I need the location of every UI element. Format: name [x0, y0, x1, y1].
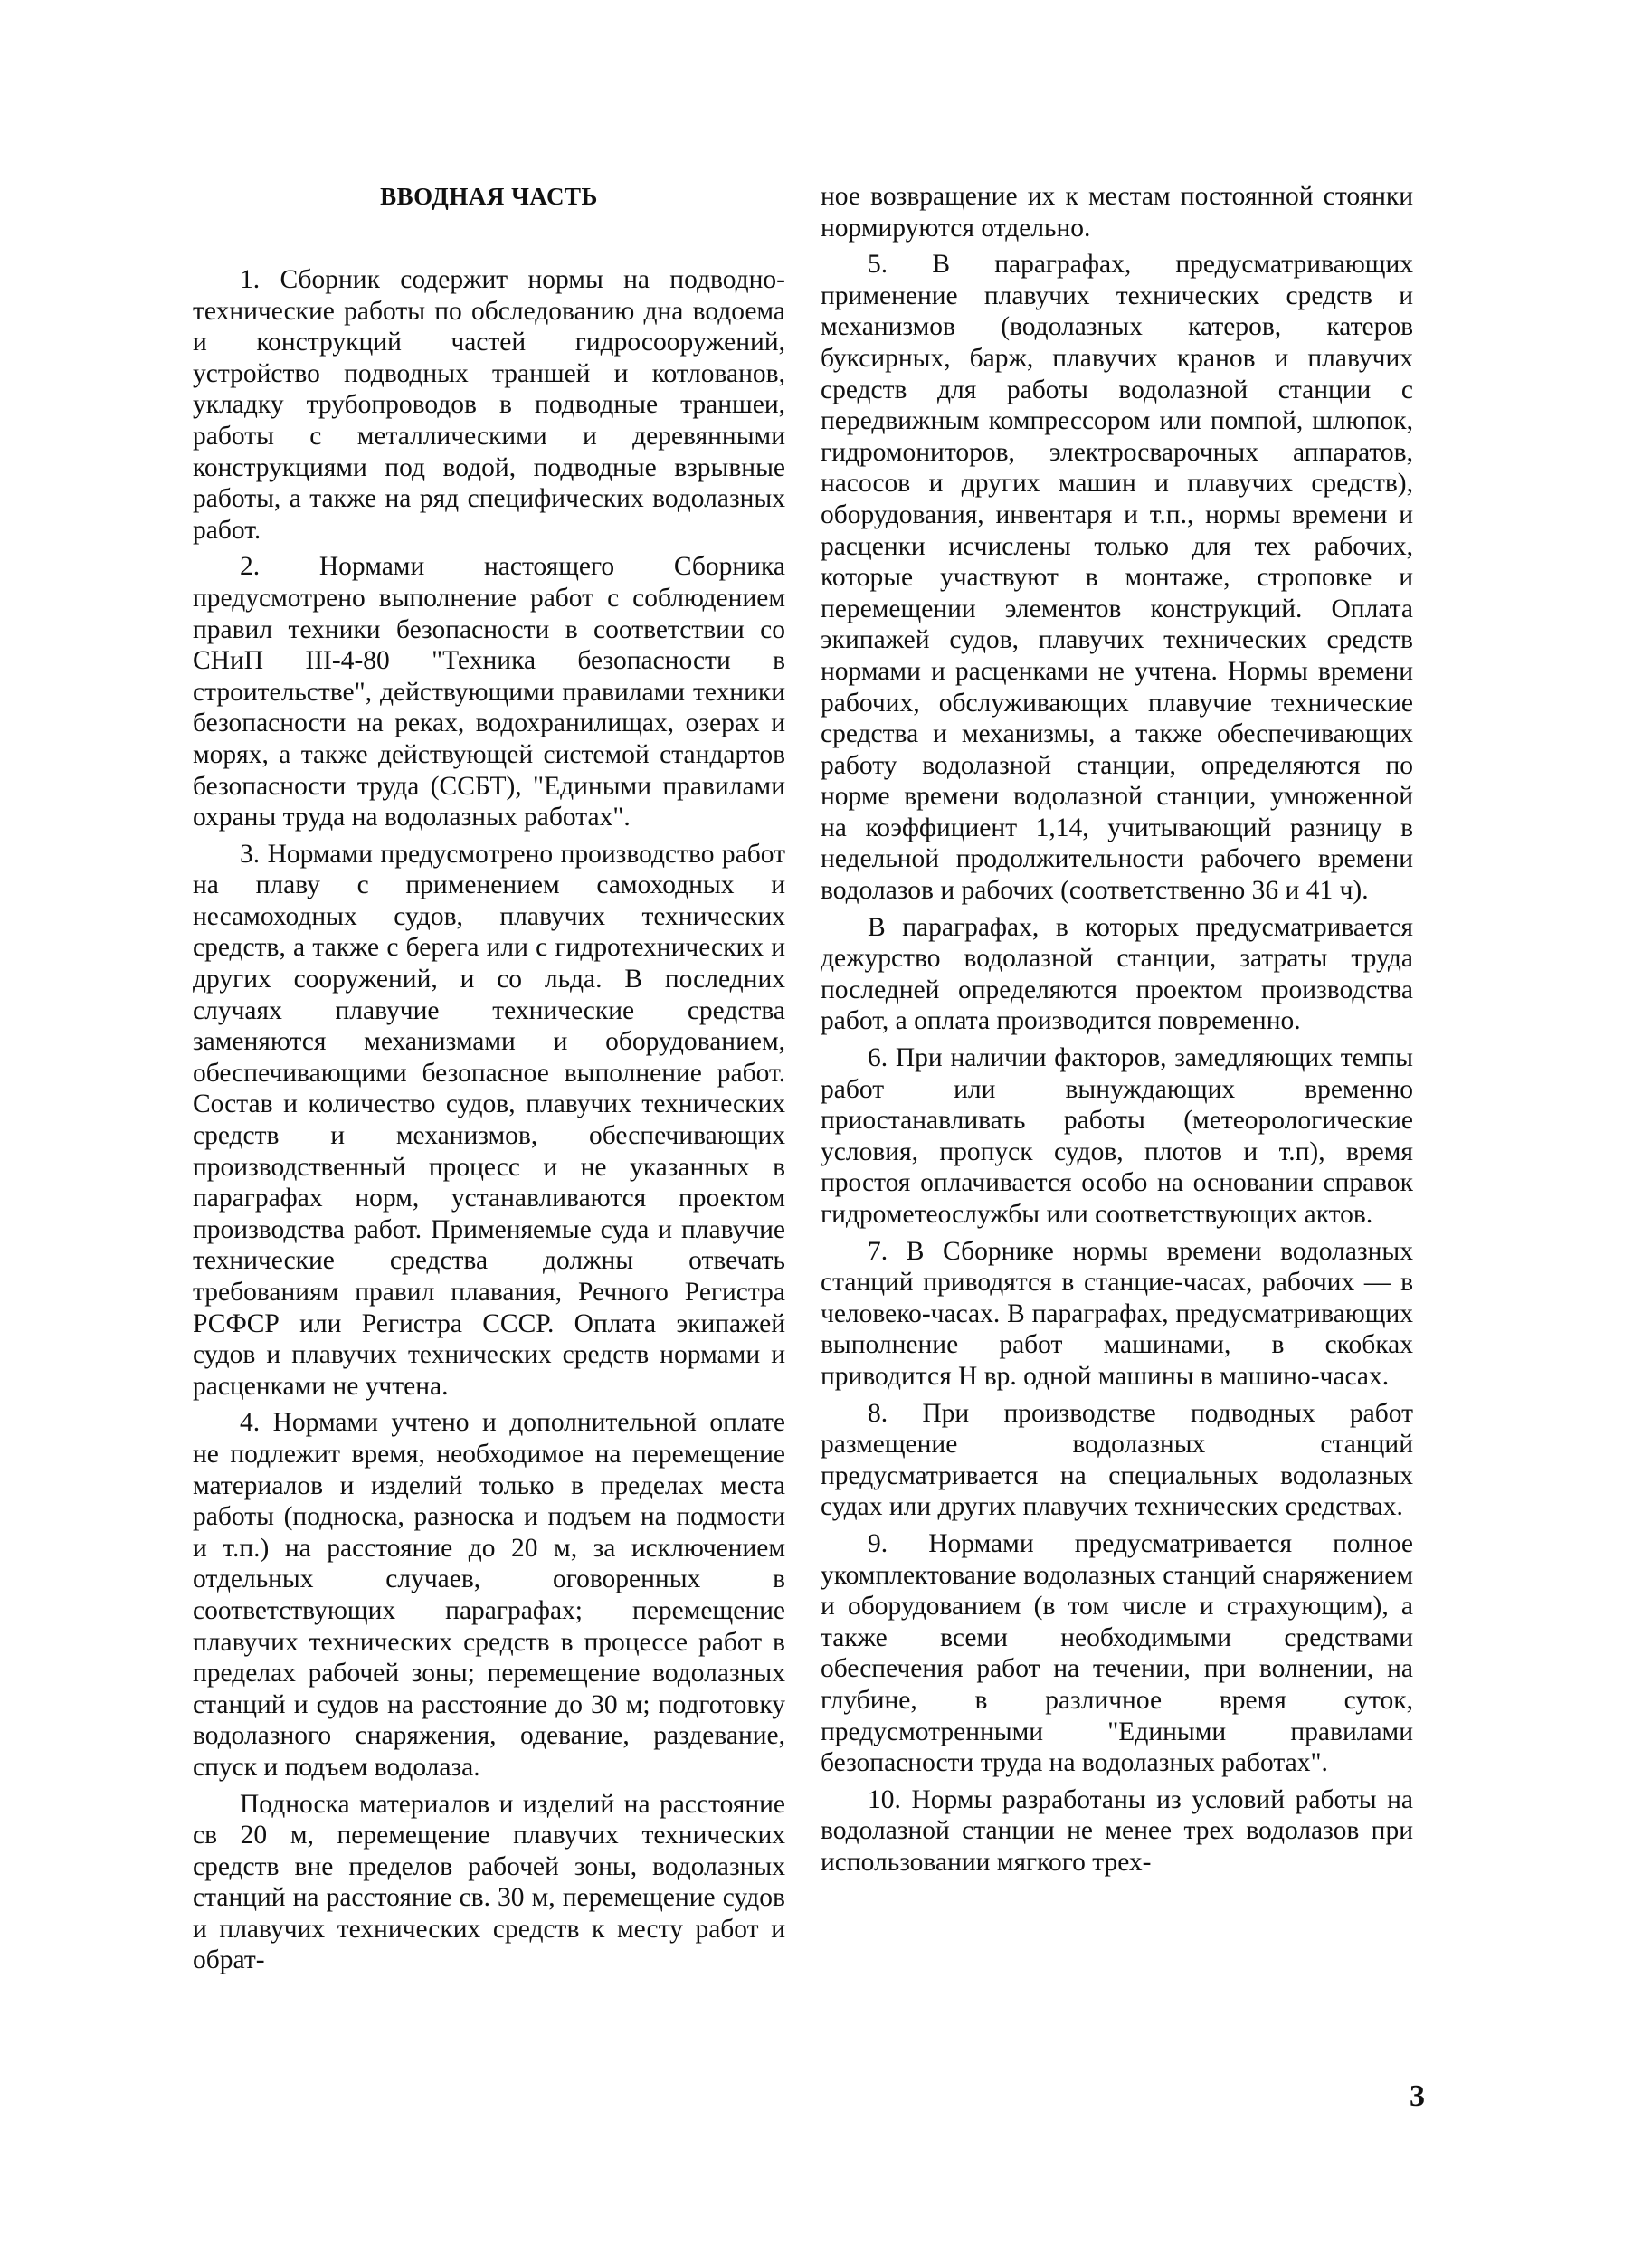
paragraph-6: 6. При наличии факторов, замедляющих темпы работ или вынуждающих временно приостанавливать работы (метеорологические условия, пропуск судов, плотов и т.п), время простоя оплачивается особо на основании справок гидрометеослужбы или соответствующих актов.	[821, 1043, 1413, 1229]
paragraph-4-continued: Подноска материалов и изделий на расстояние св 20 м, перемещение плавучих технических средств вне пределов рабочей зоны, водолазных станций на расстояние св. 30 м, перемещение судов и плавучих технических средств к месту работ и обрат-	[193, 1789, 785, 1975]
paragraph-5-continued: В параграфах, в которых предусматривается дежурство водолазной станции, затраты труда последней определяются проектом производства работ, а оплата производится повременно.	[821, 912, 1413, 1036]
left-column	[193, 181, 785, 1982]
paragraph-1: 1. Сборник содержит нормы на подводно-технические работы по обследованию дна водоема и конструкций частей гидросооружений, устройство подводных траншей и котлованов, укладку трубопроводов в подводные траншеи, работы с металлическими и деревянными конструкциями под водой, подводные взрывные работы, а также на ряд специфических водолазных работ.	[193, 265, 785, 545]
paragraph-5: 5. В параграфах, предусматривающих применение плавучих технических средств и механизмов (водолазных катеров, катеров буксирных, барж, плавучих кранов и плавучих средств для работы водолазной станции с передвижным компрессором или помпой, шлюпок, гидромониторов, электросварочных аппаратов, насосов и других машин и плавучих средств), оборудования, инвентаря и т.п., нормы времени и расценки исчислены только для тех рабочих, которые участвуют в монтаже, строповке и перемещении элементов конструкций. Оплата экипажей судов, плавучих технических средств нормами и расценками не учтена. Нормы времени рабочих, обслуживающих плавучие технические средства и механизмы, а также обеспечивающих работу водолазной станции, определяются по норме времени водолазной станции, умноженной на коэффициент 1,14, учитывающий разницу в недельной продолжительности рабочего времени водолазов и рабочих (соответственно 36 и 41 ч).	[821, 250, 1413, 906]
paragraph-7: 7. В Сборнике нормы времени водолазных станций приводятся в станцие-часах, рабочих — в человеко-часах. В параграфах, предусматривающих выполнение работ машинами, в скобках приводится Н вр. одной машины в машино-часах.	[821, 1236, 1413, 1391]
paragraph-8: 8. При производстве подводных работ размещение водолазных станций предусматривается на специальных водолазных судах или других плавучих технических средствах.	[821, 1398, 1413, 1522]
paragraph-3: 3. Нормами предусмотрено производство работ на плаву с применением самоходных и несамоходных судов, плавучих технических средств, а также с берега или с гидротехнических и других сооружений, и со льда. В последних случаях плавучие технические средства заменяются механизмами и оборудованием, обеспечивающими безопасное выполнение работ. Состав и количество судов, плавучих технических средств и механизмов, обеспечивающих производственный процесс и не указанных в параграфах норм, устанавливаются проектом производства работ. Применяемые суда и плавучие технические средства должны отвечать требованиям правил плавания, Речного Регистра РСФСР или Регистра СССР. Оплата экипажей судов и плавучих технических средств нормами и расценками не учтена.	[193, 839, 785, 1401]
page-number: 3	[1410, 2079, 1425, 2113]
paragraph-10: 10. Нормы разработаны из условий работы на водолазной станции не менее трех водолазов при использовании мягкого трех-	[821, 1784, 1413, 1877]
paragraph-2: 2. Нормами настоящего Сборника предусмотрено выполнение работ с соблюдением правил техники безопасности в соответствии со СНиП III-4-80 "Техника безопасности в строительстве", действующими правилами техники безопасности на реках, водохранилищах, озерах и морях, а также действующей системой стандартов безопасности труда (ССБТ), "Едиными правилами охраны труда на водолазных работах".	[193, 552, 785, 832]
paragraph-4: 4. Нормами учтено и дополнительной оплате не подлежит время, необходимое на перемещение материалов и изделий только в пределах места работы (подноска, разноска и подъем на подмости и т.п.) на расстояние до 20 м, за исключением отдельных случаев, оговоренных в соответствующих параграфах; перемещение плавучих технических средств в процессе работ в пределах рабочей зоны; перемещение водолазных станций и судов на расстояние до 30 м; подготовку водолазного снаряжения, одевание, раздевание, спуск и подъем водолаза.	[193, 1408, 785, 1782]
paragraph-9: 9. Нормами предусматривается полное укомплектование водолазных станций снаряжением и оборудованием (в том числе и страхующим), а также всеми необходимыми средствами обеспечения работ на течении, при волнении, на глубине, в различное время суток, предусмотренными "Едиными правилами безопасности труда на водолазных работах".	[821, 1528, 1413, 1778]
right-column	[821, 181, 1413, 1883]
paragraph-4-end: ное возвращение их к местам постоянной стоянки нормируются отдельно.	[821, 182, 1413, 243]
section-heading: ВВОДНАЯ ЧАСТЬ	[380, 183, 598, 210]
